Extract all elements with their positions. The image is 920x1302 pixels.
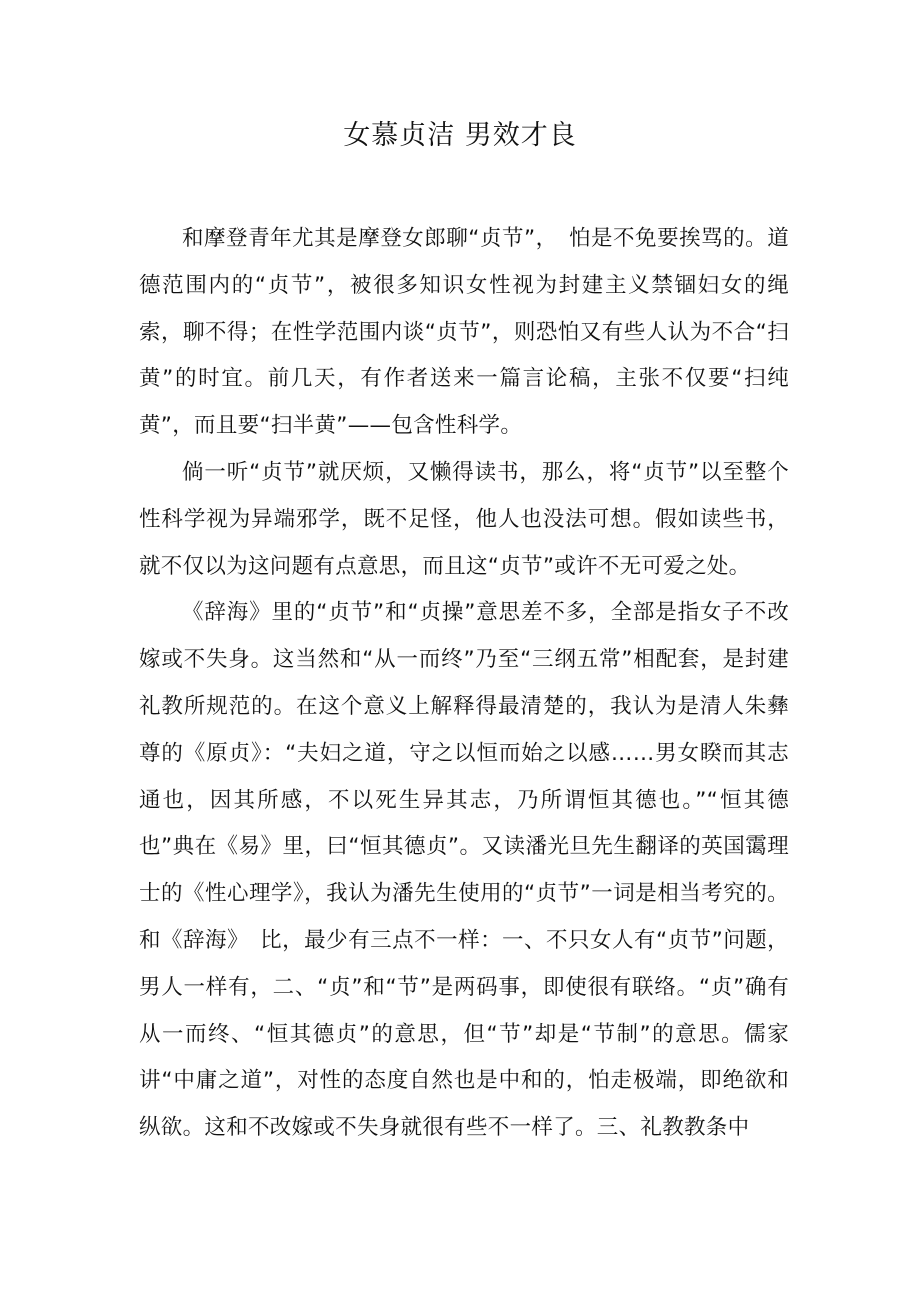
- document-title: 女慕贞洁 男效才良: [343, 120, 577, 151]
- paragraph-1: 和摩登青年尤其是摩登女郎聊“贞节”， 怕是不免要挨骂的。道德范围内的“贞节”，被很多知识女性视为封建主义禁锢妇女的绳索，聊不得；在性学范围内谈“贞节”，则恐怕又有些人认为不合“扫黄”的时宜。前几天，有作者送来一篇言论稿，主张不仅要“扫纯黄”，而且要“扫半黄”——包含性科学。: [139, 226, 789, 439]
- paragraph-2: 倘一听“贞节”就厌烦，又懒得读书，那么，将“贞节”以至整个性科学视为异端邪学，既不足怪，他人也没法可想。假如读些书，就不仅以为这问题有点意思，而且这“贞节”或许不无可爱之处。: [139, 459, 789, 579]
- paragraph-3: 《辞海》里的“贞节”和“贞操”意思差不多，全部是指女子不改嫁或不失身。这当然和“从一而终”乃至“三纲五常”相配套，是封建礼教所规范的。在这个意义上解释得最清楚的，我认为是清人朱彝尊的《原贞》：“夫妇之道，守之以恒而始之以感……男女睽而其志通也，因其所感，不以死生异其志，乃所谓恒其德也。”“恒其德也”典在《易》里，曰“恒其德贞”。又读潘光旦先生翻译的英国霭理士的《性心理学》，我认为潘先生使用的“贞节”一词是相当考究的。和《辞海》 比，最少有三点不一样：一、不只女人有“贞节”问题，男人一样有，二、“贞”和“节”是两码事，即使很有联络。“贞”确有从一而终、“恒其德贞”的意思，但“节”却是“节制”的意思。儒家讲“中庸之道”，对性的态度自然也是中和的，怕走极端，即绝欲和纵欲。这和不改嫁或不失身就很有些不一样了。三、礼教教条中: [139, 600, 789, 1141]
- document-body: [139, 216, 789, 1152]
